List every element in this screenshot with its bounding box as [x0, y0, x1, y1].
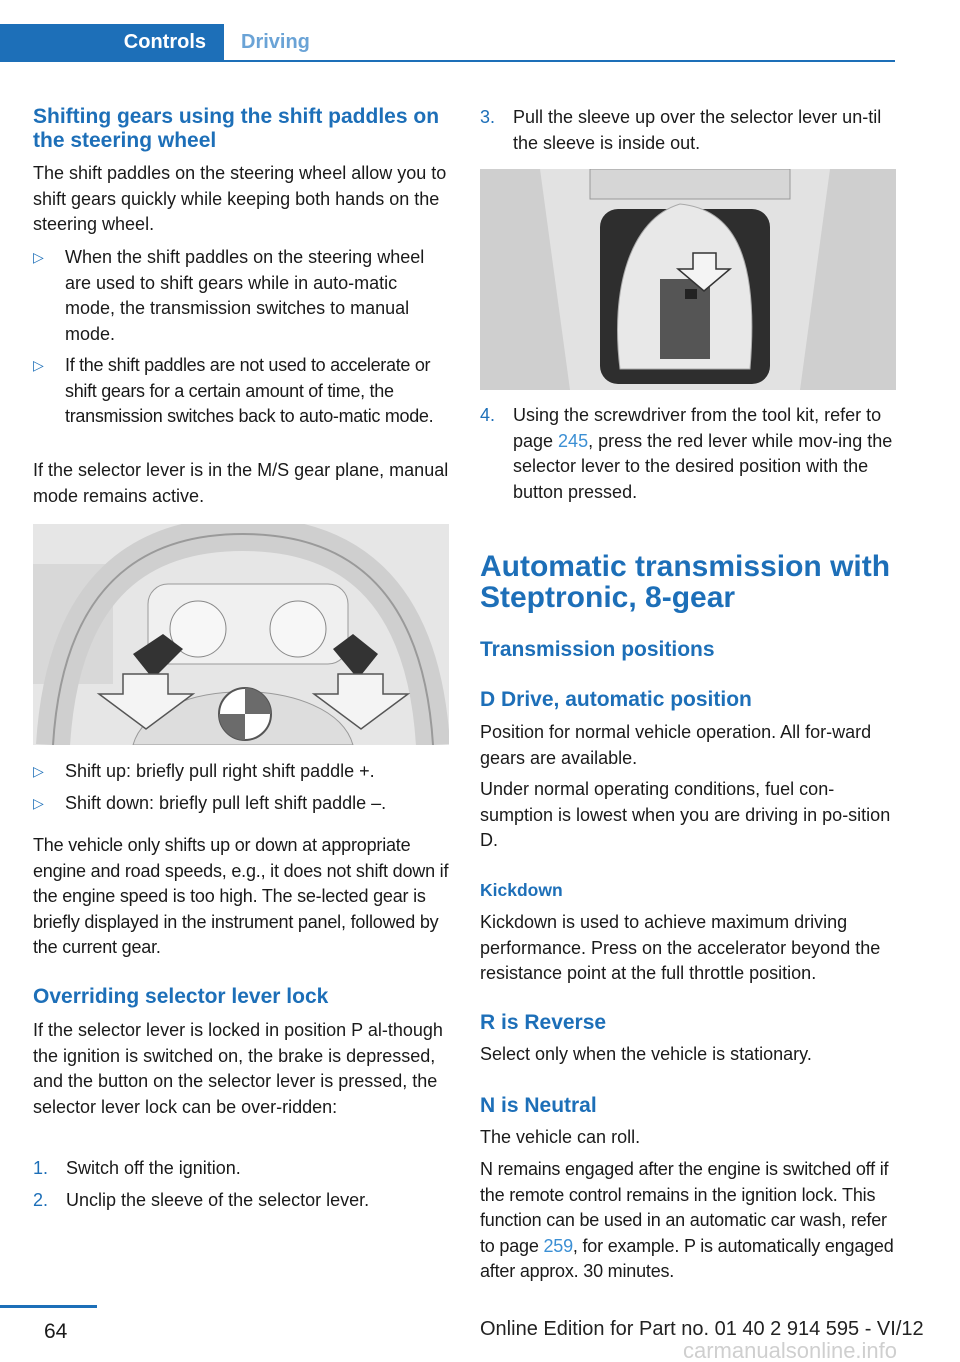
step-text-part: Using the screwdriver from the tool kit, refer to page [513, 405, 882, 451]
drive-text-1: Position for normal vehicle operation. All for-ward gears are available. [480, 722, 872, 768]
heading-automatic-transmission: Automatic transmission with Steptronic, 8-gear [480, 550, 891, 614]
step-number: 3. [480, 107, 496, 127]
step-number: 2. [33, 1189, 49, 1210]
heading-override: Overriding selector lever lock [33, 985, 329, 1008]
watermark: carmanualsonline.info [683, 1338, 898, 1362]
triangle-bullet-icon: ▷ [33, 249, 44, 265]
steering-wheel-illustration [33, 524, 449, 745]
tab-controls[interactable]: Controls [0, 24, 224, 61]
step-text [513, 403, 896, 505]
list-item [33, 1156, 449, 1182]
mode-note: If the selector lever is in the M/S gear plane, manual mode remains active. [33, 460, 449, 506]
bullet-text: Shift up: briefly pull right shift paddle +. [65, 761, 375, 781]
list-item [33, 353, 449, 430]
override-intro: If the selector lever is locked in position P al-though the ignition is switched on, the brake is depressed, and the button on the selector lever is pressed, the selector lever lock can be over-ridden: [33, 1020, 443, 1117]
steering-wheel-image [33, 524, 449, 745]
selector-lever-illustration [480, 169, 896, 390]
step-3 [480, 105, 896, 156]
neutral-text-part: , for example. P is automatically engaged after approx. 30 minutes. [480, 1235, 894, 1281]
triangle-bullet-icon: ▷ [33, 357, 44, 373]
heading-drive: D Drive, automatic position [480, 688, 752, 711]
paddles-intro: The shift paddles on the steering wheel allow you to shift gears quickly while keeping both hands on the steering wheel. [33, 163, 447, 234]
neutral-text-1: The vehicle can roll. [480, 1127, 641, 1147]
heading-kickdown: Kickdown [480, 880, 563, 900]
override-steps [33, 1156, 449, 1213]
step-text-part: , press the red lever while mov-ing the selector lever to the desired position with the button pressed. [513, 430, 893, 502]
page-link-259[interactable]: 259 [543, 1235, 573, 1256]
header-rule [0, 60, 895, 62]
paddles-bullets [33, 245, 449, 430]
drive-text-2: Under normal operating conditions, fuel con-sumption is lowest when you are driving in po-sition D. [480, 779, 891, 850]
neutral-text-part: N remains engaged after the engine is switched off if the remote control remains in the ignition lock. This function can be used in an automatic car wash, refer to page [480, 1159, 889, 1256]
heading-reverse: R is Reverse [480, 1011, 607, 1034]
bullet-text: When the shift paddles on the steering wheel are used to shift gears while in auto-matic mode, the transmission switches to manual mode. [65, 247, 425, 344]
bullet-text: If the shift paddles are not used to accelerate or shift gears for a certain amount of time, the transmission switches back to auto-matic mode. [65, 355, 434, 426]
step-4 [480, 403, 896, 505]
page-number: 64 [44, 1320, 68, 1343]
heading-neutral: N is Neutral [480, 1094, 597, 1117]
list-item [33, 759, 449, 785]
bullet-text: Shift down: briefly pull left shift paddle –. [65, 792, 387, 813]
kickdown-text: Kickdown is used to achieve maximum driving performance. Press on the accelerator beyond the resistance point at the full throttle position. [480, 912, 881, 983]
step-text: Pull the sleeve up over the selector lever un-til the sleeve is inside out. [513, 107, 882, 153]
step-text: Unclip the sleeve of the selector lever. [66, 1189, 370, 1210]
list-item [33, 1188, 449, 1214]
online-edition: Online Edition for Part no. 01 40 2 914 595 - VI/12 [480, 1318, 924, 1340]
reverse-text: Select only when the vehicle is stationary. [480, 1044, 812, 1064]
step-text: Switch off the ignition. [66, 1158, 241, 1178]
triangle-bullet-icon: ▷ [33, 794, 44, 811]
selector-lever-image [480, 169, 896, 390]
footer-rule [0, 1305, 97, 1308]
step-number: 4. [480, 405, 496, 425]
shift-note: The vehicle only shifts up or down at appropriate engine and road speeds, e.g., it does not shift down if the engine speed is too high. The se-lected gear is briefly displayed in the instrument panel, followed by the current gear. [33, 835, 449, 957]
tab-driving[interactable]: Driving [241, 31, 310, 53]
heading-shift-paddles: Shifting gears using the shift paddles on the steering wheel [33, 105, 440, 152]
heading-transmission-positions: Transmission positions [480, 638, 715, 661]
list-item [33, 791, 449, 817]
list-item [33, 245, 449, 347]
step-number: 1. [33, 1158, 49, 1178]
neutral-text-2 [480, 1157, 896, 1285]
shift-bullets [33, 759, 449, 816]
triangle-bullet-icon: ▷ [33, 763, 44, 779]
page-link-245[interactable]: 245 [558, 430, 589, 451]
chapter-tabs [0, 0, 895, 62]
